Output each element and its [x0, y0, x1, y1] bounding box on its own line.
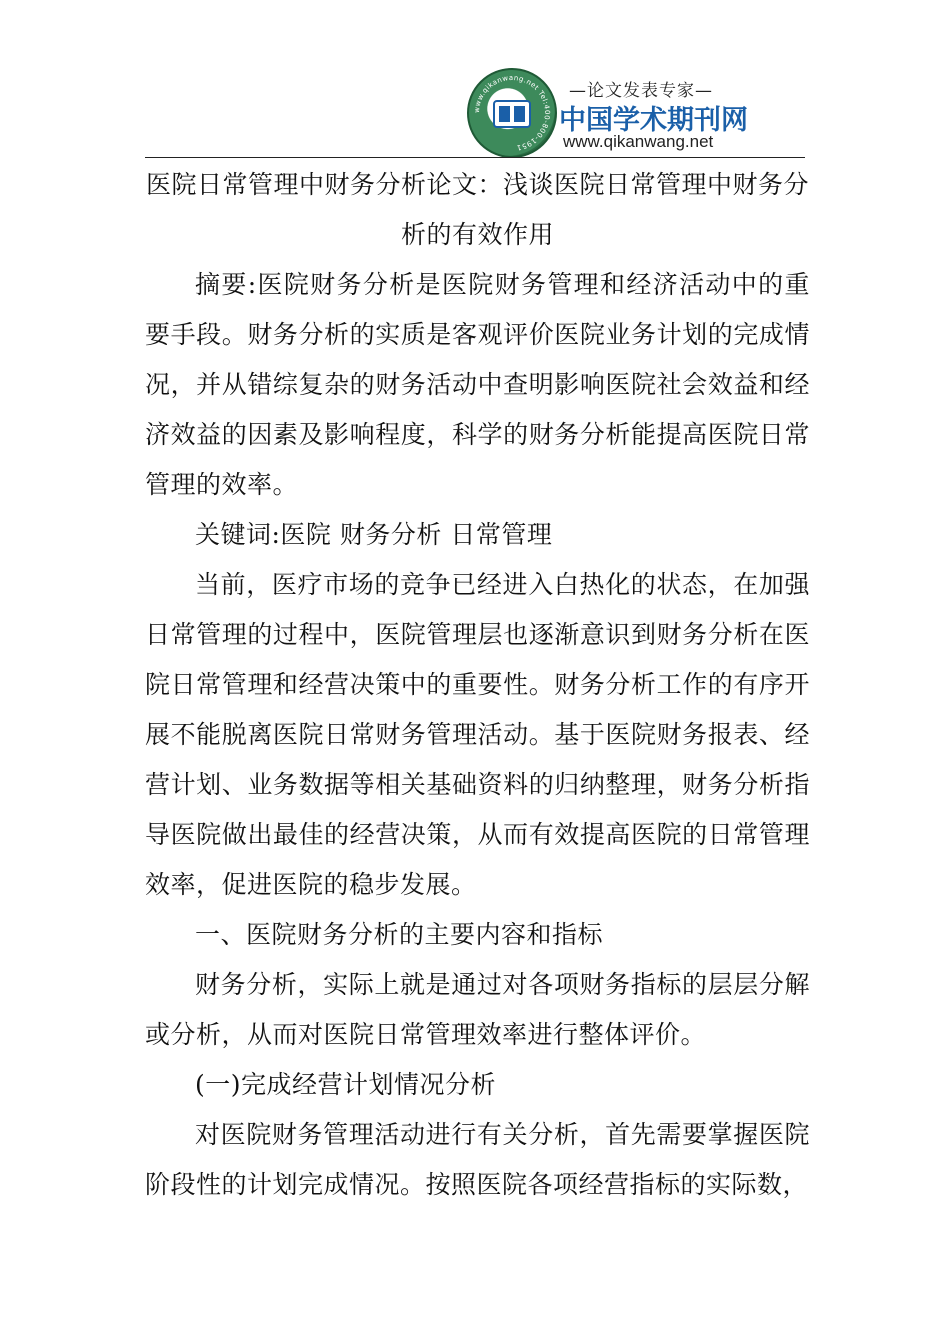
logo-url: www.qikanwang.net [563, 132, 714, 151]
section-heading-1: 一、医院财务分析的主要内容和指标 [195, 920, 604, 949]
body-paragraph: 财务分析，实际上就是通过对各项财务指标的层层分解或分析，从而对医院日常管理效率进行整体评价。 [145, 970, 810, 1049]
document-body [145, 160, 810, 1210]
document-title: 医院日常管理中财务分析论文：浅谈医院日常管理中财务分析的有效作用 [145, 170, 809, 249]
page-header [145, 62, 805, 157]
keywords-paragraph: 关键词:医院 财务分析 日常管理 [195, 520, 553, 549]
header-divider [145, 157, 805, 158]
logo-ring-text: www.qikanwang.net Tel:400-800-1951 [472, 73, 552, 152]
publisher-logo [467, 62, 748, 154]
intro-paragraph: 当前，医疗市场的竞争已经进入白热化的状态，在加强日常管理的过程中，医院管理层也逐渐意识到财务分析在医院日常管理和经营决策中的重要性。财务分析工作的有序开展不能脱离医院日常财务管理活动。基于医院财务报表、经营计划、业务数据等相关基础资料的归纳整理，财务分析指导医院做出最佳的经营决策，从而有效提高医院的日常管理效率，促进医院的稳步发展。 [145, 570, 810, 899]
logo-name: 中国学术期刊网 [559, 105, 748, 136]
logo-emblem [467, 68, 557, 158]
book-icon [493, 100, 531, 128]
body-paragraph: 对医院财务管理活动进行有关分析，首先需要掌握医院阶段性的计划完成情况。按照医院各项经营指标的实际数， [145, 1120, 810, 1199]
abstract-paragraph: 摘要:医院财务分析是医院财务管理和经济活动中的重要手段。财务分析的实质是客观评价医院业务计划的完成情况，并从错综复杂的财务活动中查明影响医院社会效益和经济效益的因素及影响程度，科学的财务分析能提高医院日常管理的效率。 [145, 270, 810, 499]
subsection-heading-1: (一)完成经营计划情况分析 [195, 1070, 497, 1099]
logo-tagline: —论文发表专家— [569, 81, 713, 101]
